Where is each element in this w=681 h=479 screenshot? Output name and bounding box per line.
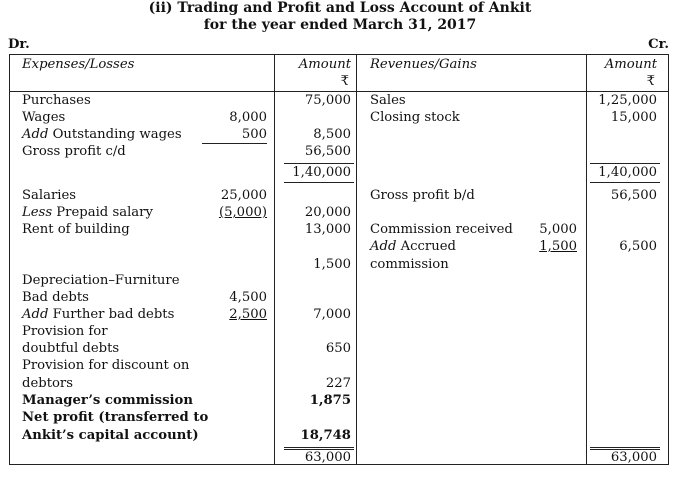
closing-stock-amount: 15,000 (610, 110, 657, 125)
net-profit-line-2: Ankit’s capital account) (22, 428, 199, 443)
table-top-border (9, 54, 669, 55)
net-profit-line-1: Net profit (transferred to (22, 410, 209, 425)
header-amount-left: Amount (298, 57, 351, 72)
header-currency-right: ₹ (646, 74, 655, 89)
provision-discount-line-1: Provision for discount on (22, 358, 190, 373)
prepaid-salary-text: Prepaid salary (52, 205, 153, 220)
header-currency-left: ₹ (340, 74, 349, 89)
further-bad-debts-sub: 2,500 (229, 307, 267, 322)
add-word: Add (22, 127, 49, 142)
outstanding-wages-text: Outstanding wages (48, 127, 182, 142)
trading-total-right-bottom (590, 182, 660, 183)
bad-debts-sub: 4,500 (229, 290, 267, 305)
header-bottom-border (9, 91, 669, 92)
trading-total-right: 1,40,000 (598, 165, 657, 180)
credit-label: Cr. (648, 37, 669, 52)
bad-debts-total: 7,000 (313, 307, 351, 322)
provision-doubtful-amount: 650 (325, 341, 351, 356)
trading-total-right-top (590, 163, 660, 164)
provision-discount-amount: 227 (325, 376, 351, 391)
salaries-label: Salaries (22, 188, 77, 203)
purchases-label: Purchases (22, 93, 91, 108)
pl-total-left-top (284, 447, 354, 448)
header-revenues: Revenues/Gains (370, 57, 477, 72)
header-expenses: Expenses/Losses (22, 57, 135, 72)
provision-discount-line-2: debtors (22, 376, 73, 391)
pl-total-right: 63,000 (610, 450, 657, 465)
add-outstanding-wages-label (22, 127, 182, 143)
salaries-net-amount: 20,000 (304, 205, 351, 220)
commission-total: 6,500 (619, 239, 657, 254)
add-accrued-label (370, 239, 456, 255)
gross-profit-bd-label: Gross profit b/d (370, 188, 475, 203)
header-amount-right: Amount (604, 57, 657, 72)
depreciation-label: Depreciation–Furniture (22, 273, 180, 288)
right-border (668, 54, 669, 465)
trading-total-left: 1,40,000 (292, 165, 351, 180)
provision-doubtful-line-1: Provision for (22, 324, 108, 339)
gross-profit-bd-amount: 56,500 (610, 188, 657, 203)
title-line-1: (ii) Trading and Profit and Loss Account of Ankit (148, 0, 532, 16)
prepaid-salary-sub: (5,000) (218, 205, 267, 220)
wages-sub: 8,000 (229, 110, 267, 125)
manager-commission-label: Manager’s commission (22, 393, 193, 408)
left-border (9, 54, 10, 465)
sales-amount: 1,25,000 (598, 93, 657, 108)
wages-label: Wages (22, 110, 66, 125)
pl-total-right-top (590, 447, 660, 448)
rent-label: Rent of building (22, 222, 130, 237)
add-word-3: Add (370, 239, 397, 254)
less-prepaid-salary-label (22, 205, 153, 221)
outstanding-wages-underline (202, 143, 267, 144)
bad-debts-label: Bad debts (22, 290, 89, 305)
rent-amount: 13,000 (304, 222, 351, 237)
accrued-sub: 1,500 (539, 239, 577, 254)
left-amount-divider (274, 54, 275, 465)
net-profit-amount: 18,748 (300, 428, 351, 443)
trading-total-left-top (284, 163, 354, 164)
sales-label: Sales (370, 93, 406, 108)
add-word-2: Add (22, 307, 49, 322)
middle-divider (356, 54, 357, 465)
provision-doubtful-line-2: doubtful debts (22, 341, 120, 356)
further-bad-debts-text: Further bad debts (48, 307, 175, 322)
outstanding-wages-sub: 500 (241, 127, 267, 142)
less-word: Less (22, 205, 53, 220)
commission-received-sub: 5,000 (539, 222, 577, 237)
commission-received-label: Commission received (370, 222, 513, 237)
closing-stock-label: Closing stock (370, 110, 460, 125)
pl-total-left: 63,000 (304, 450, 351, 465)
manager-commission-amount: 1,875 (309, 393, 351, 408)
gross-profit-cd-label: Gross profit c/d (22, 144, 126, 159)
purchases-amount: 75,000 (304, 93, 351, 108)
salaries-sub: 25,000 (220, 188, 267, 203)
wages-net-amount: 8,500 (313, 127, 351, 142)
accrued-commission-label: commission (370, 257, 449, 272)
accrued-text: Accrued (396, 239, 456, 254)
right-amount-divider (586, 54, 587, 465)
depreciation-amount: 1,500 (313, 257, 351, 272)
title-line-2: for the year ended March 31, 2017 (203, 17, 477, 33)
debit-label: Dr. (8, 37, 30, 52)
gross-profit-cd-amount: 56,500 (304, 144, 351, 159)
further-bad-debts-label (22, 307, 174, 323)
trading-total-left-bottom (284, 182, 354, 183)
